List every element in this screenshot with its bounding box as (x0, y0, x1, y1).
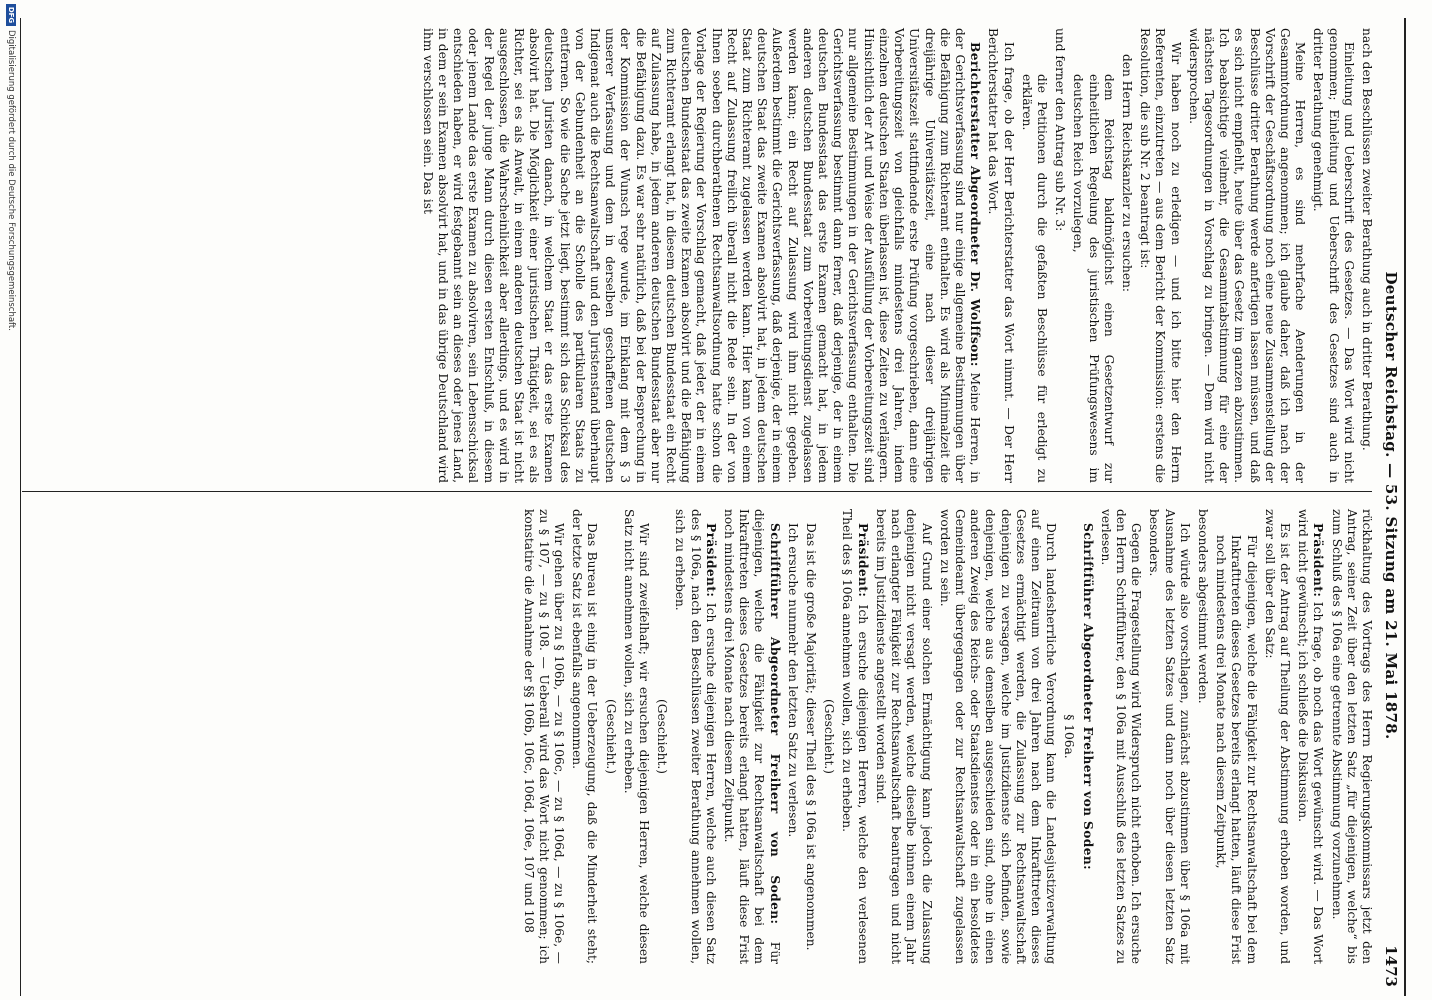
paragraph-text: nach den Beschlüssen zweiter Berathung auch in dritter Berathung. (1360, 28, 1374, 451)
running-title: Deutscher Reichstag. — 53. Sitzung am 21. Mai 1878. (1382, 271, 1400, 740)
paragraph-text: den Herrn Reichskanzler zu ersuchen: (1119, 54, 1134, 293)
paragraph (1052, 28, 1067, 483)
right-column (517, 509, 1374, 964)
paragraph (1119, 28, 1134, 483)
paragraph-text: Ich ersuche diejenigen Herren, welche auch diesen Satz des § 106a, nach den Beschlüssen zweiter Berathung annehmen wollen, sich zu erheben. (673, 509, 718, 965)
speaker-name: Präsident: (703, 523, 718, 598)
paragraph (569, 509, 599, 964)
paragraph (1328, 509, 1374, 964)
paragraph (1195, 509, 1210, 964)
centered-line (1061, 509, 1076, 964)
paragraph-text: Wir haben noch zu erledigen — und ich bitte hier den Herrn Referenten, einzutreten — aus dem Bericht der Kommission: erstens die Resolution, die sub Nr. 2 beantragt ist: (1138, 28, 1183, 483)
paragraph-text: Durch landesherrliche Verordnung kann die Landesjustizverwaltung auf einen Zeitraum von drei Jahren nach dem Inkrafttreten dieses Gesetzes ermächtigt werden, die Zulassung zur Rechtsanwaltschaft denjenigen zu versagen, welche im Justizdienste sich befinden, sowie denjenigen, welche aus demselben ausgeschieden sind, ohne in einen anderen Zweig des Reichs- oder Staatsdienstes oder in ein besoldetes Gemeindeamt übergegangen oder zur Rechtsanwaltschaft zugelassen worden zu sein. (937, 509, 1059, 964)
paragraph (1262, 509, 1292, 964)
paragraph-text: § 106a. (1062, 714, 1077, 759)
paragraph-text: Das Bureau ist einig in der Ueberzeugung, daß die Minderheit steht; der letzte Satz ist ebenfalls angenommen. (570, 509, 600, 964)
page-footer (2, 0, 18, 1000)
centered-line (821, 509, 836, 964)
paragraph (1186, 28, 1308, 483)
page-number: 1473 (1382, 945, 1400, 987)
speech-paragraph (672, 509, 718, 964)
paragraph (1070, 28, 1116, 483)
speaker-name: Präsident: (855, 523, 870, 598)
dfg-logo: DFG (6, 4, 16, 26)
paragraph-text: (Geschieht.) (655, 698, 670, 775)
paragraph-text: Auf Grund einer solchen Ermächtigung kann jedoch die Zulassung denjenigen nicht versagt werden, welche dieselbe binnen einem Jahr nach erlangter Fähigkeit zur Rechtsanwaltschaft beantragen und nicht bereits im Justizdienste angestellt worden sind. (873, 509, 934, 964)
paragraph-text: Für diejenigen, welche die Fähigkeit zur Rechtsanwaltschaft bei dem Inkrafttreten dieses Gesetzes bereits erlangt hatten, läuft diese Frist noch mindestens drei Monate nach diesem Zeitpunkt. (722, 509, 782, 964)
speech-paragraph (721, 509, 782, 964)
paragraph-text: Ich frage, ob der Herr Berichterstatter das Wort nimmt. — Der Herr Berichterstatter hat das Wort. (986, 28, 1016, 483)
paragraph (1213, 509, 1259, 964)
paragraph (1098, 509, 1144, 964)
footer-credit: Digitalisierung gefördert durch die Deutsche Forschungsgemeinschaft. (6, 30, 16, 331)
paragraph (520, 509, 566, 964)
paragraph-text: Es ist der Antrag auf Theilung der Abstimmung erhoben worden, und zwar soll über den Satz: (1262, 509, 1292, 964)
centered-line (602, 509, 617, 964)
paragraph (937, 509, 1059, 964)
paragraph (985, 28, 1015, 483)
paragraph (1146, 509, 1192, 964)
paragraph (1137, 28, 1183, 483)
paragraph-text: Meine Herren, es sind mehrfache Aenderungen in der Gesammtordnung angenommen; ich glaube daher, daß ich nach der Vorschrift der Geschäftsordnung noch eine neue Zusammenstellung der Beschlüsse dritter Berathung werde anfertigen lassen müssen, und daß es sich nicht empfiehlt, heute über das Gesetz im ganzen abzustimmen. Ich beabsichtige vielmehr, die Gesammtabstimmung für eine der nächsten Tagesordnungen in Vorschlag zu bringen. — Dem wird nicht widersprochen. (1186, 28, 1308, 483)
paragraph (1359, 28, 1374, 483)
paragraph-text: Wir gehen über zu § 106b, — zu § 106c, — zu § 106d, — zu § 106e, — zu § 107, — zu § 108. — Ueberall wird das Wort nicht genommen; ich konstatire die Annahme der §§ 106b, 106c, 106d, 106e, 107 und 108 (521, 509, 567, 964)
paragraph (803, 509, 818, 964)
paragraph-text: dem Reichstag baldmöglichst einen Gesetzentwurf zur einheitlichen Regelung des juristischen Prüfungswesens im deutschen Reich vorzulegen, (1071, 74, 1116, 483)
left-column (417, 28, 1374, 483)
paragraph-text: Ich ersuche diejenigen Herren, welche den verlesenen Theil des § 106a annehmen wollen, sich zu erheben. (840, 509, 870, 964)
paragraph (1310, 28, 1356, 483)
paragraph (873, 509, 934, 964)
paragraph-text: Ich frage, ob noch das Wort gewünscht wird. — Das Wort wird nicht gewünscht; ich schließe die Diskussion. (1296, 509, 1326, 964)
paragraph (621, 509, 651, 964)
paragraph-text: Gegen die Fragestellung wird Widerspruch nicht erhoben. Ich ersuche den Herrn Schriftführer, den § 106a mit Ausschluß des letzten Satzes zu verlesen. (1098, 509, 1144, 964)
page-header (1376, 18, 1402, 993)
paragraph (1019, 28, 1049, 483)
speech-paragraph (1295, 509, 1325, 964)
speaker-name: Schriftführer Abgeordneter Freiherr von Soden: (767, 523, 782, 925)
paragraph (785, 509, 800, 964)
paragraph-text: Für diejenigen, welche die Fähigkeit zur Rechtsanwaltschaft bei dem Inkrafttreten dieses Gesetzes bereits erlangt hatten, läuft diese Frist noch mindestens drei Monate nach diesem Zeitpunkt, (1214, 535, 1259, 964)
paragraph-text: (Geschieht.) (603, 698, 618, 775)
speaker-name: Schriftführer Abgeordneter Freiherr von Soden: (1080, 523, 1095, 871)
speaker-name: Präsident: (1311, 523, 1326, 598)
speech-paragraph (839, 509, 869, 964)
paragraph-text: Ich ersuche nunmehr den letzten Satz zu verlesen. (785, 523, 800, 838)
centered-line (654, 509, 669, 964)
footer-rule (20, 18, 21, 996)
speech-paragraph (420, 28, 983, 483)
column-rule (22, 491, 1372, 492)
speaker-name: Berichterstatter Abgeordneter Dr. Wolffson: (968, 42, 983, 367)
paragraph-text: (Geschieht.) (822, 698, 837, 775)
paragraph-text: rückhaltung des Vortrags des Herrn Regierungskommissars jetzt den Antrag, seiner Zeit über den letzten Satz „für diejenigen, welche“ bis zum Schluß des § 106a eine getrennte Abstimmung vorzunehmen. (1329, 509, 1374, 964)
paragraph-text: Einleitung und Ueberschrift des Gesetzes. — Das Wort wird nicht genommen; Einleitung und Ueberschrift des Gesetzes sind auch in dritter Berathung genehmigt. (1311, 28, 1356, 483)
paragraph-text: besonders abgestimmt werden. (1195, 509, 1210, 704)
paragraph-text: die Petitionen durch die gefaßten Beschlüsse für erledigt zu erklären. (1019, 74, 1049, 483)
paragraph-text: und ferner den Antrag sub Nr. 3: (1053, 28, 1068, 232)
paragraph-text: Wir sind zweifelhaft; wir ersuchen diejenigen Herren, welche diesen Satz nicht annehmen wollen, sich zu erheben. (621, 509, 652, 964)
header-rule (1404, 18, 1406, 996)
paragraph-text: Ich würde also vorschlagen, zunächst abzustimmen über § 106a mit Ausnahme des letzten Satzes und dann noch über diesen letzten Satz besonders. (1147, 509, 1192, 964)
paragraph-text: Meine Herren, in der Gerichtsverfassung sind nur einige allgemeine Bestimmungen über die Befähigung zum Richteramt enthalten. Es wird als Minimalzeit die dreijährige Universitätszeit, eine nach dieser dreijährigen Universitätszeit stattfindende erste Prüfung vorgeschrieben, dann eine Vorbereitungszeit von gleichfalls mindestens drei Jahren, indem einzelnen deutschen Staaten überlassen ist, diese Zeiten zu verlängern. Hinsichtlich der Art und Weise der Ausfüllung der Vorbereitungszeit sind nur allgemeine Bestimmungen in der Gerichtsverfassung enthalten. Die Gerichtsverfassung bestimmt dann ferner, daß derjenige, der in einem deutschen Bundesstaat das erste Examen gemacht hat, in jedem anderen deutschen Bundesstaat zum Vorbereitungsdienst zugelassen werden kann; ein Recht auf Zulassung wird ihm nicht gegeben. Außerdem bestimmt die Gerichtsverfassung, daß derjenige, der in einem deutschen Staat das zweite Examen absolvirt hat, in jedem deutschen Staat zum Richteramt zugelassen werden kann. Hier kann von einem Recht auf Zulassung freilich überall nicht die Rede sein. In der von Ihnen soeben durchberathenen Rechtsanwaltsordnung hatte schon die Vorlage der Regierung der Vorschlag gemacht, daß jeder, der in einem deutschen Bundesstaat das zweite Examen absolvirt und die Befähigung zum Richteramt erlangt hat, in diesem deutschen Bundesstaat ein Recht auf Zulassung habe, in jedem anderen deutschen Bundesstaat aber nur die Befähigung dazu. Es war sehr natürlich, daß bei der Besprechung in der Kommission der Wunsch rege wurde, im Einklang mit dem § 3 unserer Verfassung und dem in derselben geschaffenen deutschen Indigenat auch die Rechtsanwaltschaft und den Juristenstand überhaupt von der Gebundenheit an die Scholle des partikularen Staats zu entfernen. So wie die Sache jetzt liegt, bestimmt sich das Schicksal des deutschen Juristen danach, in welchem Staat er das erste Examen absolvirt hat. Die Möglichkeit einer juristischen Thätigkeit, sei es als Richter, sei es als Anwalt, in einem anderen deutschen Staat ist nicht ausgeschlossen, die Wahrscheinlichkeit aber allerdings, und es wird in der Regel der junge Mann durch diesen ersten Entschluß, in diesem oder jenem Lande das erste Examen zu absolviren, sein Lebensschicksal entschieden haben, er wird festgebannt sein an dieses oder jenes Land, in dem er sein Examen absolvirt hat, und in das übrige Deutschland wird ihm verschlossen sein. Das ist (420, 28, 983, 484)
paragraph-text: Das ist die große Majorität; dieser Theil des § 106a ist angenommen. (804, 523, 819, 951)
speech-paragraph (1079, 509, 1094, 964)
